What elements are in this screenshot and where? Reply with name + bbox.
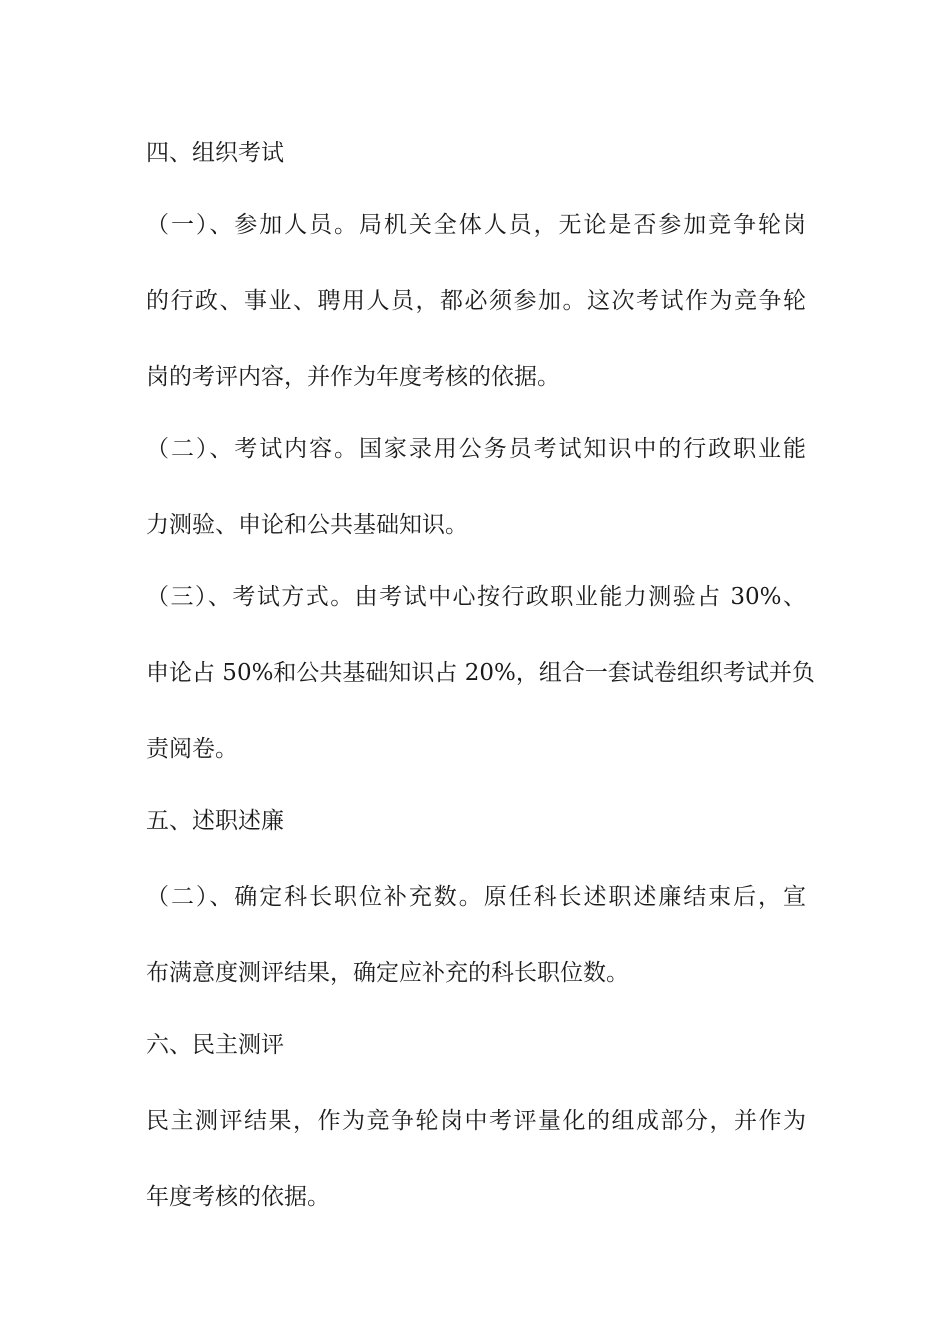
paragraph-line: 布满意度测评结果，确定应补充的科长职位数。 — [146, 960, 629, 986]
paragraph-line: 岗的考评内容，并作为年度考核的依据。 — [146, 364, 560, 390]
paragraph-line: 民主测评结果，作为竞争轮岗中考评量化的组成部分，并作为 — [146, 1108, 806, 1134]
section-heading-4: 四、组织考试 — [146, 140, 284, 166]
paragraph-line: 力测验、申论和公共基础知识。 — [146, 512, 468, 538]
paragraph-line: 的行政、事业、聘用人员，都必须参加。这次考试作为竞争轮 — [146, 288, 806, 314]
paragraph-line: （二）、考试内容。国家录用公务员考试知识中的行政职业能 — [146, 436, 806, 462]
paragraph-line: （一）、参加人员。局机关全体人员，无论是否参加竞争轮岗 — [146, 212, 806, 238]
section-heading-5: 五、述职述廉 — [146, 808, 284, 834]
paragraph-line: 申论占 50%和公共基础知识占 20%，组合一套试卷组织考试并负 — [146, 660, 815, 686]
section-heading-6: 六、民主测评 — [146, 1032, 284, 1058]
paragraph-line: （三）、考试方式。由考试中心按行政职业能力测验占 30%、 — [146, 584, 806, 610]
paragraph-line: 年度考核的依据。 — [146, 1184, 330, 1210]
paragraph-line: （二）、确定科长职位补充数。原任科长述职述廉结束后，宣 — [146, 884, 806, 910]
paragraph-line: 责阅卷。 — [146, 736, 238, 762]
